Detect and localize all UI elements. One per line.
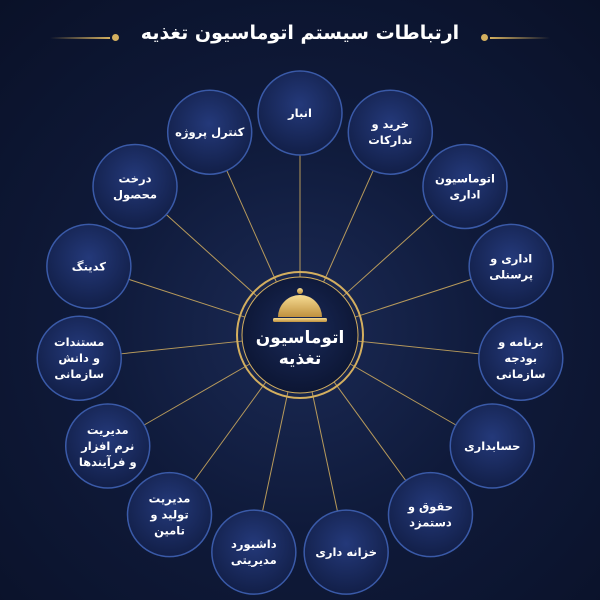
node-5 [450,404,534,488]
connector-line [129,279,245,317]
node-label: اداری [449,187,481,202]
connector-line [121,341,242,354]
connector-line [350,364,456,425]
node-label: خزانه داری [315,545,378,560]
node-label: کنترل پروژه [175,125,245,140]
node-9 [128,473,212,557]
node-13 [93,144,177,228]
hub-label: اتوماسیون [255,328,345,348]
node-12 [47,224,131,308]
node-label: اداری و [490,251,533,266]
node-label: درخت [118,171,152,186]
node-6 [388,473,472,557]
node-label: مدیریت [148,491,191,506]
node-label: سازمانی [54,367,105,382]
node-label: اتوماسیون [435,171,495,186]
page-title: ارتباطات سیستم اتوماسیون تغذیه [140,22,460,44]
node-1 [348,90,432,174]
node-label: و فرآیندها [78,455,137,469]
node-circle [423,144,507,228]
node-label: مدیریت [86,423,129,437]
node-label: پرسنلی [489,267,534,282]
node-8 [212,510,296,594]
node-label: تولید و [150,507,189,522]
node-label: تامین [154,523,185,538]
hub-label: تغذیه [278,349,322,369]
node-label: انبار [288,106,312,120]
node-label: بودجه [504,351,538,366]
connector-line [144,364,250,425]
node-label: تدارکات [368,133,413,148]
connector-line [334,382,406,481]
connector-line [358,341,479,354]
node-circle [388,473,472,557]
node-0 [258,71,342,155]
node-label: حسابداری [464,439,521,453]
node-label: مستندات [54,335,105,350]
node-label: مدیریتی [230,553,277,568]
node-circle [93,144,177,228]
connector-line [355,279,471,317]
connector-line [263,392,288,511]
node-label: داشبورد [231,537,277,552]
node-3 [469,224,553,308]
node-label: و دانش [58,351,101,366]
node-label: برنامه و [498,335,544,350]
connector-line [227,171,277,282]
node-2 [423,144,507,228]
node-10 [66,404,150,488]
connector-line [166,215,257,297]
node-11 [37,316,121,400]
node-4 [479,316,563,400]
connector-line [312,392,337,511]
node-label: کدینگ [71,259,106,274]
connector-line [194,382,266,481]
hub [237,272,363,398]
node-label: خرید و [371,117,410,132]
node-14 [168,90,252,174]
node-7 [304,510,388,594]
node-circle [212,510,296,594]
connector-line [324,171,374,282]
node-circle [469,224,553,308]
node-label: محصول [113,187,157,202]
node-label: حقوق و [407,499,454,514]
connector-line [343,215,434,297]
node-label: دستمزد [409,515,452,530]
node-circle [348,90,432,174]
node-label: نرم افزار [81,439,135,453]
node-label: سازمانی [495,367,546,382]
